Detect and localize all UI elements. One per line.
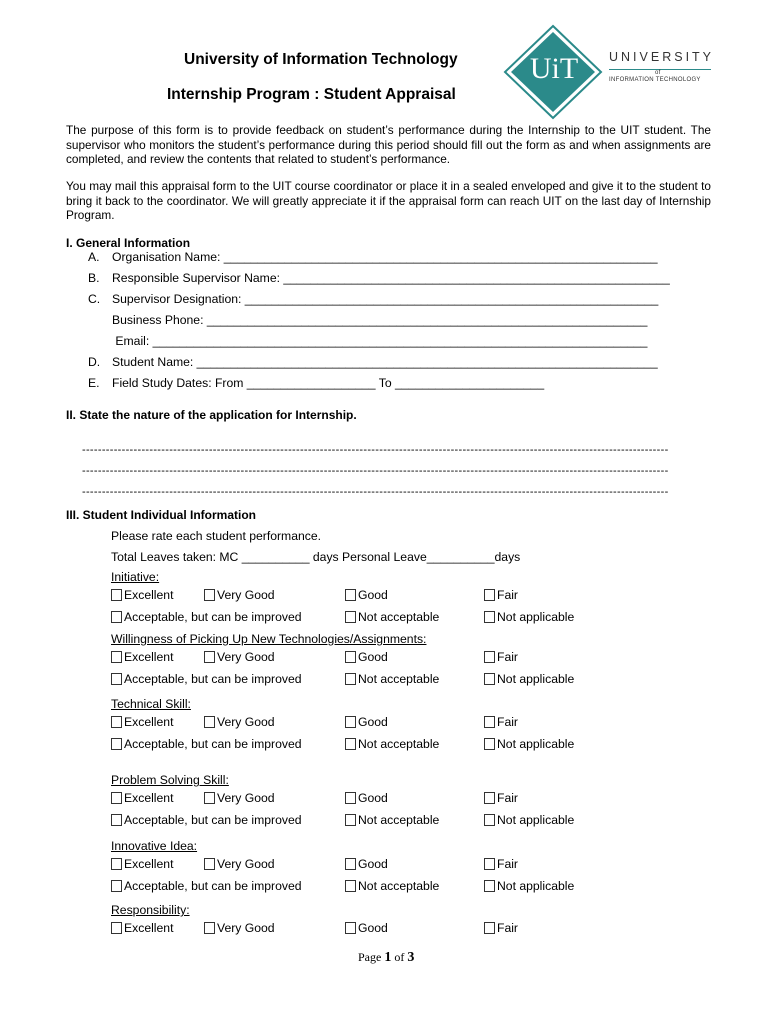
rating-option[interactable] bbox=[484, 879, 574, 893]
option-label: Excellent bbox=[124, 857, 174, 871]
option-label: Acceptable, but can be improved bbox=[124, 610, 302, 624]
option-label: Very Good bbox=[217, 791, 275, 805]
rating-option[interactable] bbox=[111, 813, 302, 827]
rating-option[interactable] bbox=[111, 650, 173, 664]
rating-option[interactable] bbox=[345, 715, 388, 729]
university-logo bbox=[503, 24, 718, 120]
rating-option[interactable] bbox=[111, 879, 302, 893]
rating-option[interactable] bbox=[484, 791, 518, 805]
rating-option[interactable] bbox=[484, 813, 574, 827]
checkbox-icon[interactable] bbox=[345, 716, 356, 728]
answer-line-3[interactable]: ---------------------------------------------------------------------------------------------------------------------------------------------------- bbox=[82, 486, 669, 498]
option-label: Fair bbox=[497, 588, 518, 602]
rating-option[interactable] bbox=[484, 610, 574, 624]
option-label: Not applicable bbox=[497, 672, 575, 686]
page-total: 3 bbox=[407, 950, 415, 965]
category-label: Innovative Idea: bbox=[111, 839, 198, 853]
rating-option[interactable] bbox=[345, 791, 388, 805]
field-letter: E. bbox=[88, 376, 100, 390]
checkbox-icon[interactable] bbox=[111, 589, 122, 601]
checkbox-icon[interactable] bbox=[204, 716, 215, 728]
option-label: Excellent bbox=[124, 650, 174, 664]
checkbox-icon[interactable] bbox=[111, 922, 122, 934]
rating-option[interactable] bbox=[484, 737, 574, 751]
option-label: Not acceptable bbox=[358, 879, 440, 893]
option-label: Fair bbox=[497, 791, 518, 805]
option-label: Good bbox=[358, 921, 388, 935]
rating-option[interactable] bbox=[484, 921, 518, 935]
option-label: Good bbox=[358, 588, 388, 602]
checkbox-icon[interactable] bbox=[111, 738, 122, 750]
category-label: Willingness of Picking Up New Technologies/Assignments: bbox=[111, 632, 427, 646]
checkbox-icon[interactable] bbox=[484, 922, 495, 934]
checkbox-icon[interactable] bbox=[345, 880, 356, 892]
field-text: Field Study Dates: From ___________________ To ______________________ bbox=[112, 376, 545, 390]
field-business-phone[interactable] bbox=[88, 313, 647, 327]
category-label: Responsibility: bbox=[111, 903, 190, 917]
option-label: Not acceptable bbox=[358, 813, 440, 827]
checkbox-icon[interactable] bbox=[484, 611, 495, 623]
option-label: Acceptable, but can be improved bbox=[124, 737, 302, 751]
logo-mark: UiT bbox=[529, 52, 579, 85]
checkbox-icon[interactable] bbox=[345, 858, 356, 870]
option-label: Excellent bbox=[124, 921, 174, 935]
option-label: Not applicable bbox=[497, 813, 575, 827]
option-label: Excellent bbox=[124, 791, 174, 805]
checkbox-icon[interactable] bbox=[204, 589, 215, 601]
checkbox-icon[interactable] bbox=[484, 673, 495, 685]
field-text: Business Phone: _________________________________________________________________ bbox=[112, 313, 648, 327]
option-label: Very Good bbox=[217, 857, 275, 871]
checkbox-icon[interactable] bbox=[484, 880, 495, 892]
checkbox-icon[interactable] bbox=[345, 792, 356, 804]
rating-option[interactable] bbox=[204, 857, 275, 871]
rating-option[interactable] bbox=[204, 588, 275, 602]
section-2-heading: II. State the nature of the application for Internship. bbox=[66, 408, 357, 422]
field-organisation-name[interactable] bbox=[88, 250, 658, 264]
field-letter: C. bbox=[88, 292, 101, 306]
rating-option[interactable] bbox=[345, 813, 439, 827]
option-label: Not applicable bbox=[497, 610, 575, 624]
option-label: Very Good bbox=[217, 921, 275, 935]
rating-option[interactable] bbox=[111, 672, 302, 686]
total-leaves-field[interactable]: Total Leaves taken: MC __________ days Personal Leave__________days bbox=[111, 550, 521, 564]
field-text: Email: _________________________________________________________________________ bbox=[112, 334, 648, 348]
option-label: Very Good bbox=[217, 650, 275, 664]
checkbox-icon[interactable] bbox=[111, 673, 122, 685]
logo-line-it: INFORMATION TECHNOLOGY bbox=[609, 77, 701, 83]
checkbox-icon[interactable] bbox=[345, 814, 356, 826]
section-3-heading: III. Student Individual Information bbox=[66, 508, 256, 522]
rating-option[interactable] bbox=[345, 737, 439, 751]
rating-option[interactable] bbox=[484, 715, 518, 729]
rating-option[interactable] bbox=[345, 879, 439, 893]
rating-instruction: Please rate each student performance. bbox=[111, 529, 322, 543]
checkbox-icon[interactable] bbox=[345, 738, 356, 750]
option-label: Very Good bbox=[217, 588, 275, 602]
field-supervisor-designation[interactable] bbox=[88, 292, 658, 306]
option-label: Not applicable bbox=[497, 879, 575, 893]
rating-option[interactable] bbox=[484, 672, 574, 686]
option-label: Not acceptable bbox=[358, 610, 440, 624]
checkbox-icon[interactable] bbox=[111, 611, 122, 623]
page-word: Page bbox=[358, 950, 382, 964]
option-label: Not acceptable bbox=[358, 672, 440, 686]
checkbox-icon[interactable] bbox=[204, 922, 215, 934]
field-text: Responsible Supervisor Name: _________________________________________________________ bbox=[112, 271, 670, 285]
field-text: Organisation Name: ________________________________________________________________ bbox=[112, 250, 658, 264]
rating-option[interactable] bbox=[111, 791, 173, 805]
rating-option[interactable] bbox=[204, 715, 275, 729]
option-label: Good bbox=[358, 857, 388, 871]
intro-paragraph-2: You may mail this appraisal form to the UIT course coordinator or place it in a sealed enveloped and give it to the student to bring it back to the coordinator. We will greatly appreciate it if the appraisal form can reach UIT on the last day of Internship Program. bbox=[66, 179, 711, 222]
option-label: Fair bbox=[497, 921, 518, 935]
checkbox-icon[interactable] bbox=[111, 880, 122, 892]
rating-option[interactable] bbox=[111, 857, 173, 871]
page-number: 1 bbox=[384, 950, 392, 965]
rating-option[interactable] bbox=[484, 857, 518, 871]
field-text: Student Name: ____________________________________________________________________ bbox=[112, 355, 658, 369]
checkbox-icon[interactable] bbox=[345, 611, 356, 623]
option-label: Good bbox=[358, 715, 388, 729]
field-email[interactable] bbox=[88, 334, 647, 348]
checkbox-icon[interactable] bbox=[484, 792, 495, 804]
rating-option[interactable] bbox=[345, 588, 388, 602]
checkbox-icon[interactable] bbox=[111, 814, 122, 826]
checkbox-icon[interactable] bbox=[484, 814, 495, 826]
checkbox-icon[interactable] bbox=[204, 651, 215, 663]
checkbox-icon[interactable] bbox=[484, 651, 495, 663]
option-label: Acceptable, but can be improved bbox=[124, 813, 302, 827]
rating-option[interactable] bbox=[204, 921, 275, 935]
checkbox-icon[interactable] bbox=[111, 792, 122, 804]
rating-option[interactable] bbox=[111, 610, 302, 624]
rating-option[interactable] bbox=[484, 588, 518, 602]
option-label: Not applicable bbox=[497, 737, 575, 751]
checkbox-icon[interactable] bbox=[111, 858, 122, 870]
checkbox-icon[interactable] bbox=[345, 589, 356, 601]
option-label: Not acceptable bbox=[358, 737, 440, 751]
rating-option[interactable] bbox=[111, 588, 173, 602]
university-title: University of Information Technology bbox=[184, 51, 458, 68]
checkbox-icon[interactable] bbox=[111, 651, 122, 663]
checkbox-icon[interactable] bbox=[204, 858, 215, 870]
rating-option[interactable] bbox=[111, 921, 173, 935]
section-1-heading: I. General Information bbox=[66, 236, 191, 250]
category-label: Technical Skill: bbox=[111, 697, 191, 711]
rating-option[interactable] bbox=[484, 650, 518, 664]
option-label: Acceptable, but can be improved bbox=[124, 879, 302, 893]
logo-line-university: UNIVERSITY bbox=[609, 50, 715, 64]
option-label: Fair bbox=[497, 650, 518, 664]
field-letter: D. bbox=[88, 355, 101, 369]
checkbox-icon[interactable] bbox=[484, 858, 495, 870]
rating-option[interactable] bbox=[204, 791, 275, 805]
category-label: Initiative: bbox=[111, 570, 160, 584]
rating-option[interactable] bbox=[111, 715, 173, 729]
option-label: Fair bbox=[497, 715, 518, 729]
field-letter: A. bbox=[88, 250, 100, 264]
rating-option[interactable] bbox=[345, 921, 388, 935]
page-indicator bbox=[358, 950, 414, 966]
rating-option[interactable] bbox=[111, 737, 302, 751]
of-word: of bbox=[394, 950, 405, 964]
form-title: Internship Program : Student Appraisal bbox=[167, 86, 456, 103]
checkbox-icon[interactable] bbox=[345, 651, 356, 663]
checkbox-icon[interactable] bbox=[345, 673, 356, 685]
option-label: Excellent bbox=[124, 715, 174, 729]
checkbox-icon[interactable] bbox=[484, 589, 495, 601]
rating-option[interactable] bbox=[345, 610, 439, 624]
answer-line-1[interactable]: ---------------------------------------------------------------------------------------------------------------------------------------------------- bbox=[82, 444, 669, 456]
option-label: Good bbox=[358, 791, 388, 805]
rating-option[interactable] bbox=[204, 650, 275, 664]
field-supervisor-name[interactable] bbox=[88, 271, 670, 285]
checkbox-icon[interactable] bbox=[484, 738, 495, 750]
field-student-name[interactable] bbox=[88, 355, 658, 369]
field-text: Supervisor Designation: _____________________________________________________________ bbox=[112, 292, 659, 306]
option-label: Good bbox=[358, 650, 388, 664]
checkbox-icon[interactable] bbox=[204, 792, 215, 804]
rating-option[interactable] bbox=[345, 650, 388, 664]
field-letter: B. bbox=[88, 271, 100, 285]
rating-option[interactable] bbox=[345, 672, 439, 686]
intro-paragraph-1: The purpose of this form is to provide feedback on student’s performance during the Internship to the UIT student. The supervisor who monitors the student’s performance during this period should fill out the form as and when assignments are completed, and review the contents that related to student’s performance. bbox=[66, 123, 711, 166]
answer-line-2[interactable]: ---------------------------------------------------------------------------------------------------------------------------------------------------- bbox=[82, 465, 669, 477]
option-label: Very Good bbox=[217, 715, 275, 729]
option-label: Fair bbox=[497, 857, 518, 871]
option-label: Excellent bbox=[124, 588, 174, 602]
checkbox-icon[interactable] bbox=[484, 716, 495, 728]
logo-line-of: of bbox=[655, 70, 661, 76]
checkbox-icon[interactable] bbox=[111, 716, 122, 728]
field-study-dates[interactable] bbox=[88, 376, 544, 390]
option-label: Acceptable, but can be improved bbox=[124, 672, 302, 686]
category-label: Problem Solving Skill: bbox=[111, 773, 229, 787]
rating-option[interactable] bbox=[345, 857, 388, 871]
checkbox-icon[interactable] bbox=[345, 922, 356, 934]
